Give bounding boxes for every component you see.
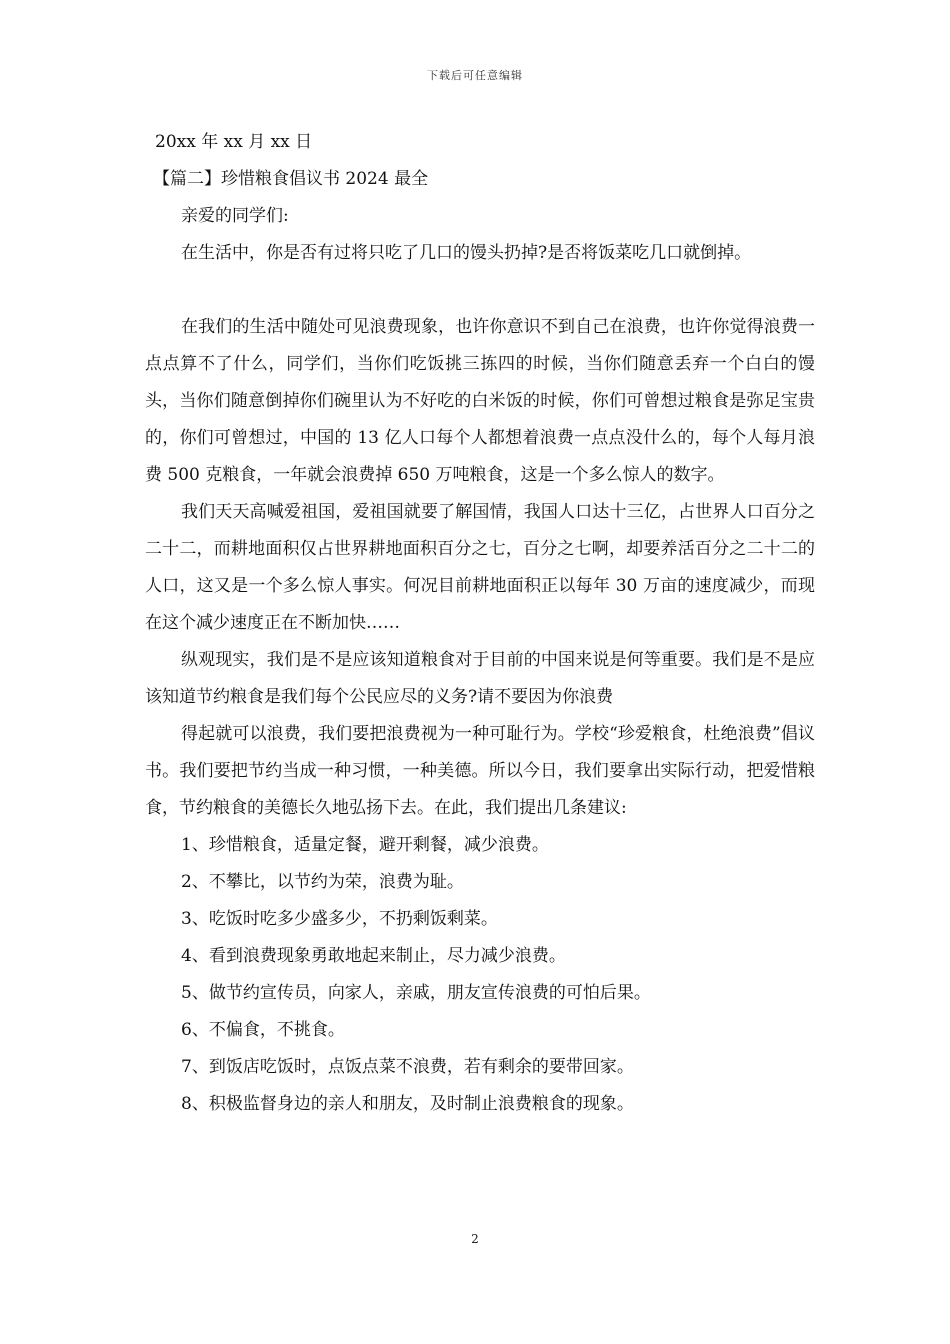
paragraph-waste: 在我们的生活中随处可见浪费现象，也许你意识不到自己在浪费，也许你觉得浪费一点点算不了什么，同学们，当你们吃饭挑三拣四的时候，当你们随意丢弃一个白白的馒头，当你们随意倒掉你们碗里认为不好吃的白米饭的时候，你们可曾想过粮食是弥足宝贵的，你们可曾想过，中国的 13 亿人口每个人都想着浪费一点点没什么的，每个人每月浪费 500 克粮食，一年就会浪费掉 650 万吨粮食，这是一个多么惊人的数字。 (145, 317, 815, 485)
suggestion-item: 7、到饭店吃饭时，点饭点菜不浪费，若有剩余的要带回家。 (181, 1057, 634, 1077)
suggestion-item: 2、不攀比，以节约为荣，浪费为耻。 (181, 872, 464, 892)
paragraph-reality: 纵观现实，我们是不是应该知道粮食对于目前的中国来说是何等重要。我们是不是应该知道节约粮食是我们每个公民应尽的义务?请不要因为你浪费 (145, 650, 815, 707)
page-number: 2 (471, 1232, 479, 1246)
suggestion-item: 6、不偏食，不挑食。 (181, 1020, 345, 1040)
paragraph-proposal: 得起就可以浪费，我们要把浪费视为一种可耻行为。学校“珍爱粮食，杜绝浪费”倡议书。我们要把节约当成一种习惯，一种美德。所以今日，我们要拿出实际行动，把爱惜粮食，节约粮食的美德长久地弘扬下去。在此，我们提出几条建议: (145, 724, 815, 818)
suggestion-item: 3、吃饭时吃多少盛多少，不扔剩饭剩菜。 (181, 909, 498, 929)
suggestion-item: 5、做节约宣传员，向家人，亲戚，朋友宣传浪费的可怕后果。 (181, 983, 651, 1003)
salutation: 亲爱的同学们: (181, 206, 289, 226)
blank-line (145, 272, 815, 309)
suggestion-item: 4、看到浪费现象勇敢地起来制止，尽力减少浪费。 (181, 946, 566, 966)
date-line: 20xx 年 xx 月 xx 日 (155, 132, 313, 152)
suggestion-item: 1、珍惜粮食，适量定餐，避开剩餐，减少浪费。 (181, 835, 549, 855)
intro-paragraph: 在生活中，你是否有过将只吃了几口的馒头扔掉?是否将饭菜吃几口就倒掉。 (181, 243, 752, 263)
suggestion-item: 8、积极监督身边的亲人和朋友，及时制止浪费粮食的现象。 (181, 1094, 634, 1114)
section-title: 【篇二】珍惜粮食倡议书 2024 最全 (153, 169, 429, 189)
paragraph-land: 我们天天高喊爱祖国，爱祖国就要了解国情，我国人口达十三亿，占世界人口百分之二十二，而耕地面积仅占世界耕地面积百分之七，百分之七啊，却要养活百分之二十二的人口，这又是一个多么惊人事实。何况目前耕地面积正以每年 30 万亩的速度减少，而现在这个减少速度正在不断加快…… (145, 502, 815, 633)
document-body (145, 124, 815, 1123)
header-note: 下载后可任意编辑 (427, 69, 523, 82)
